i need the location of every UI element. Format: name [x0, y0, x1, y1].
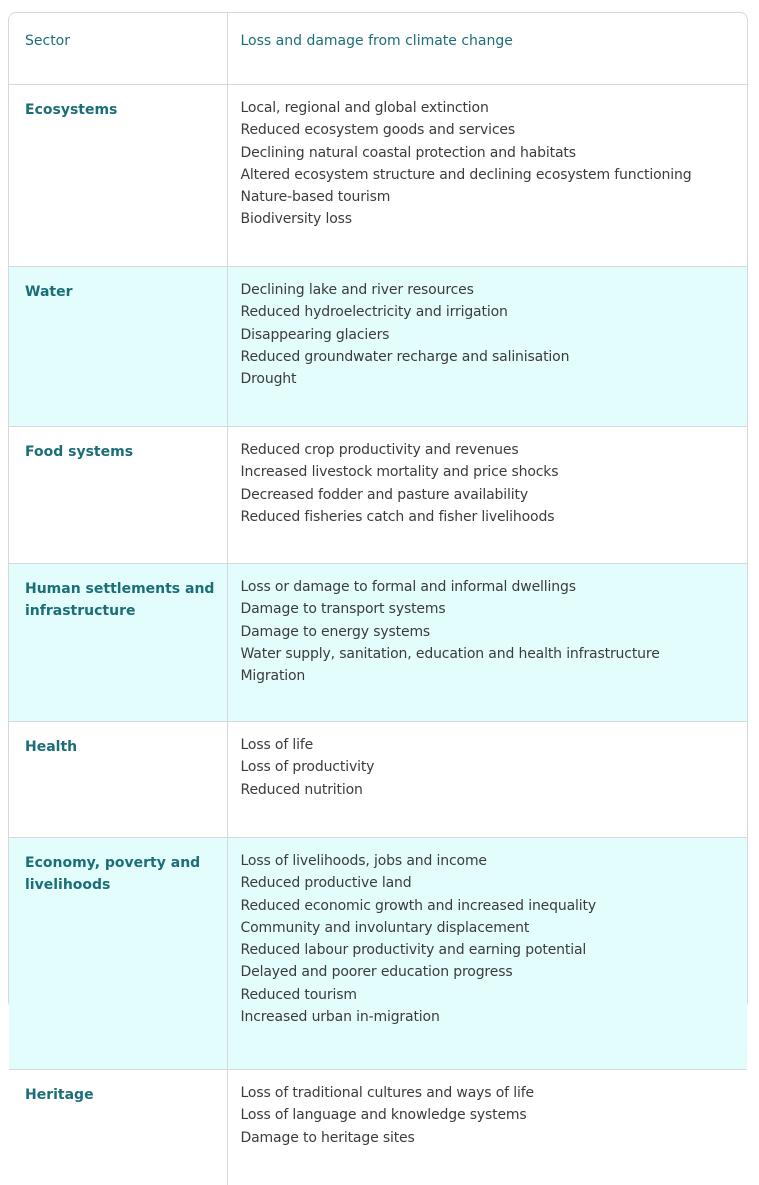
list-item: Loss of language and knowledge systems	[241, 1104, 742, 1126]
list-item: Reduced ecosystem goods and services	[241, 119, 742, 141]
list-item: Nature-based tourism	[241, 186, 742, 208]
table-row	[9, 564, 747, 722]
column-header-sector: Sector	[9, 13, 227, 85]
sector-name: Health	[9, 722, 227, 838]
list-item: Water supply, sanitation, education and health infrastructure	[241, 643, 742, 665]
table-row	[9, 267, 747, 427]
list-item: Drought	[241, 368, 742, 390]
list-item: Migration	[241, 665, 742, 687]
sector-table	[9, 13, 747, 1185]
sector-name: Food systems	[9, 427, 227, 564]
loss-list	[241, 279, 742, 390]
list-item: Altered ecosystem structure and declining ecosystem functioning	[241, 164, 742, 186]
loss-list	[241, 439, 742, 528]
list-item: Reduced fisheries catch and fisher livelihoods	[241, 506, 742, 528]
list-item: Loss of life	[241, 734, 742, 756]
list-item: Increased urban in-migration	[241, 1006, 742, 1028]
list-item: Damage to energy systems	[241, 621, 742, 643]
list-item: Delayed and poorer education progress	[241, 961, 742, 983]
list-item: Reduced labour productivity and earning potential	[241, 939, 742, 961]
list-item: Damage to transport systems	[241, 598, 742, 620]
list-item: Loss of productivity	[241, 756, 742, 778]
table-row	[9, 85, 747, 267]
list-item: Damage to heritage sites	[241, 1127, 742, 1149]
list-item: Reduced hydroelectricity and irrigation	[241, 301, 742, 323]
list-item: Declining natural coastal protection and habitats	[241, 142, 742, 164]
table-row	[9, 427, 747, 564]
table-row	[9, 1070, 747, 1185]
loss-list	[241, 97, 742, 231]
sector-name: Water	[9, 267, 227, 427]
sector-name: Ecosystems	[9, 85, 227, 267]
table-row	[9, 838, 747, 1070]
list-item: Loss of traditional cultures and ways of life	[241, 1082, 742, 1104]
list-item: Reduced productive land	[241, 872, 742, 894]
list-item: Loss or damage to formal and informal dwellings	[241, 576, 742, 598]
list-item: Loss of livelihoods, jobs and income	[241, 850, 742, 872]
column-header-loss: Loss and damage from climate change	[227, 13, 747, 85]
table-header-row	[9, 13, 747, 85]
loss-list	[241, 850, 742, 1028]
sector-name: Human settlements and infrastructure	[9, 564, 227, 722]
list-item: Reduced nutrition	[241, 779, 742, 801]
list-item: Reduced groundwater recharge and salinisation	[241, 346, 742, 368]
table-row	[9, 722, 747, 838]
loss-damage-table	[8, 12, 748, 1009]
list-item: Increased livestock mortality and price shocks	[241, 461, 742, 483]
list-item: Declining lake and river resources	[241, 279, 742, 301]
list-item: Local, regional and global extinction	[241, 97, 742, 119]
list-item: Decreased fodder and pasture availability	[241, 484, 742, 506]
list-item: Reduced economic growth and increased inequality	[241, 895, 742, 917]
loss-list	[241, 734, 742, 801]
list-item: Community and involuntary displacement	[241, 917, 742, 939]
list-item: Reduced tourism	[241, 984, 742, 1006]
list-item: Reduced crop productivity and revenues	[241, 439, 742, 461]
sector-name: Economy, poverty and livelihoods	[9, 838, 227, 1070]
list-item: Biodiversity loss	[241, 208, 742, 230]
loss-list	[241, 1082, 742, 1149]
sector-name: Heritage	[9, 1070, 227, 1185]
list-item: Disappearing glaciers	[241, 324, 742, 346]
loss-list	[241, 576, 742, 687]
